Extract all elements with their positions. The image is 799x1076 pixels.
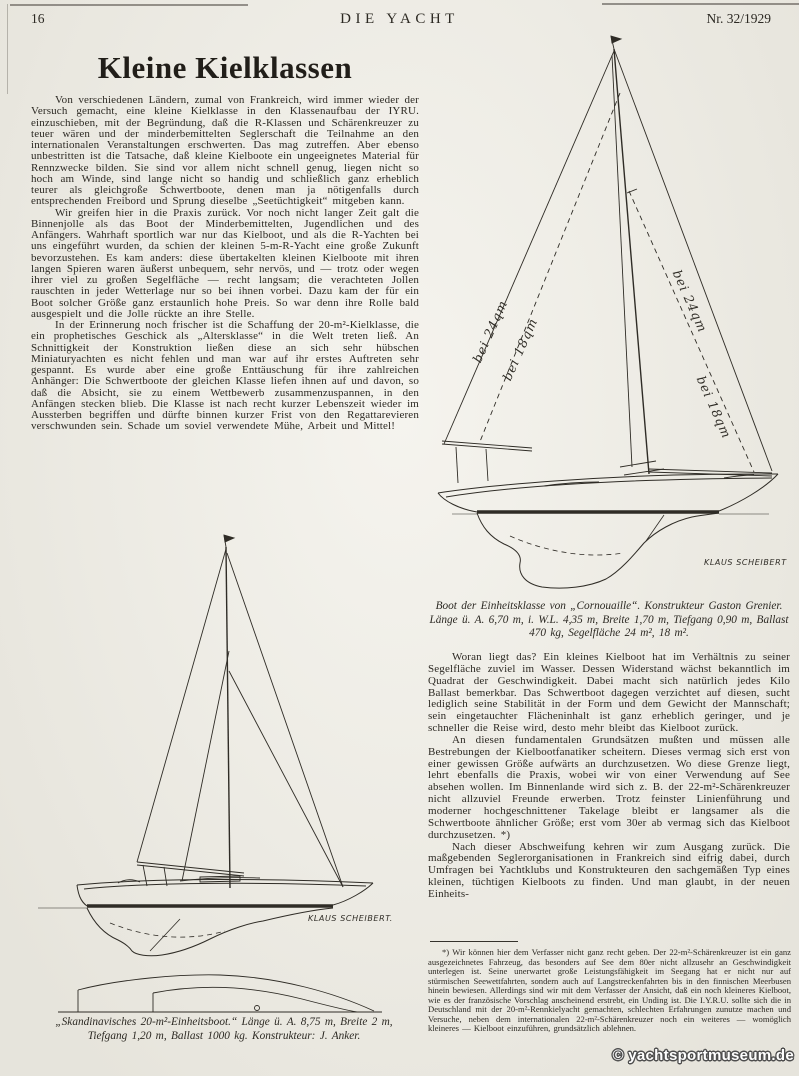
footnote-block: [428, 941, 791, 1034]
footnote-rule: [430, 941, 518, 942]
artist-signature: KLAUS SCHEIBERT.: [308, 914, 393, 923]
scan-edge-line: [10, 4, 248, 6]
label-main-18qm: bei 18qm: [693, 373, 735, 441]
label-main-24qm: bei 24qm: [669, 267, 711, 335]
article-paragraph: An diesen fundamentalen Grundsätzen mußten und müssen alle Bestrebungen der Kielbootfanatiker scheitern. Dieses vermag sich erst von einer gewissen Größe aufwärts an durchzusetzen. Wo diese Grenze liegt, lehrt ebenfalls die Praxis, wobei wir von einer Verwendung auf See absehen wollen. Im Binnenlande wird sich z. B. der 22-m²-Schärenkreuzer nicht allzuviel Freunde erwerben. Trotz feinster Linienführung und moderner hochgeschnittener Takelage bleibt er langsamer als die Schwertboote ähnlicher Größe; erst vom 30er ab vermag sich das Kielboot durchzusetzen. *): [428, 733, 790, 841]
article-paragraph: Woran liegt das? Ein kleines Kielboot hat im Verhältnis zu seiner Segelfläche zuviel im Wasser. Dessen Widerstand wächst bekanntlich im Quadrat der Geschwindigkeit. Dabei macht sich natürlich jedes Kilo Ballast bemerkbar. Das Schwertboot dagegen verzichtet auf diesen, sucht lediglich seine Stabilität in der Form und dem Gewicht der Mannschaft; sein eingetauchter Flächeninhalt ist ganz erheblich geringer, und je schneller die Reise wird, desto mehr bleibt das Kielboot zurück.: [428, 651, 790, 735]
sailplan-lines: [118, 535, 343, 888]
article-paragraph: Nach dieser Abschweifung kehren wir zum Ausgang zurück. Die maßgebenden Seglerorganisationen in Frankreich sind eifrig dabei, durch Umfragen bei Yachtklubs und Konstrukteuren den sachgemäßen Typ eines kleinen, tüchtigen Kielboots zu finden. Und man glaubt, in der neuen Einheits-: [428, 840, 790, 900]
label-jib-24qm: bei 24qm: [469, 297, 511, 365]
scan-edge-line: [602, 3, 799, 5]
footnote-text: *) Wir können hier dem Verfasser nicht ganz recht geben. Der 22-m²-Schärenkreuzer ist ein ganz ausgezeichnetes Fahrzeug, das besonders auf See dem 80er nicht allzusehr an Geschwindigkeit unterlegen ist. Seine unerwartet große Leistungsfähigkeit im Seegang hat er nicht nur auf stürmischen Seewettfahrten, sondern auch auf Langstreckenfahrten bis in den finnischen Meerbusen hinein bewiesen. Allerdings sind wir mit dem Verfasser der Ansicht, daß ein noch kleineres Kielboot, wie es der französische Vorschlag anscheinend erstrebt, ein Unding ist. Die I.Y.R.U. sollte sich die in Deutschland mit der 20-m²-Rennkielyacht gemachten, schlechten Erfahrungen zunutze machen und Versuche, neben dem internationalen 22-m²-Schärenkreuzer noch ein weiteres — womöglich kleineres — Kielboot einzuführen, grundsätzlich ablehnen.: [428, 947, 791, 1034]
article-title: Kleine Kielklassen: [97, 50, 353, 85]
hull-profile: [438, 474, 778, 588]
left-column: [31, 50, 419, 433]
deck-plan: [58, 975, 382, 1012]
figure-caption-skandinavisch: „Skandinavisches 20-m²-Einheitsboot.“ Länge ü. A. 8,75 m, Breite 2 m, Tiefgang 1,20 m, Ballast 1000 kg. Konstrukteur: J. Anker.: [55, 1016, 393, 1042]
artist-signature: KLAUS SCHEIBERT: [704, 558, 787, 567]
article-paragraph: In der Erinnerung noch frischer ist die Schaffung der 20-m²-Kielklasse, die ein prophetisches Geschick als „Altersklasse“ in die Welt treten ließ. An Schnittigkeit der Konstruktion ließen diese an sich sehr hübschen Miniaturyachten es nicht fehlen und man war auf ihr erstes Auftreten sehr gespannt. Es wurde aber eine große Enttäuschung für ihre zahlreichen Anhänger: Die Schwertboote der gleichen Klasse liefen ihnen auf und davon, so daß die Absicht, sie zu einem Wettbewerb zusammenzuspannen, in den Anfängen stecken blieb. Die Klasse ist nach recht kurzer Lebenszeit wieder im Aussterben begriffen und dürfte binnen kurzer Frist von den Regattarevieren verschwunden sein. Schade um soviel verwendete Mühe, Arbeit und Mittel!: [31, 319, 419, 433]
article-paragraph: Wir greifen hier in die Praxis zurück. Vor noch nicht langer Zeit galt die Binnenjolle als das Boot der Minderbemittelten, Jugendlichen und des Anfängers. Wahrhaft sportlich war nur das Kielboot, und als die R-Yachten bei uns eingeführt wurden, da schien der kleinen 5-m-R-Yacht eine große Zukunft bevorzustehen. Es kam anders: diese übertakelten kleinen Kielboote mit ihren langen Spieren waren äußerst unbequem, sehr nervös, und — trotz oder wegen ihrer viel zu großen Segelfläche — recht langsam; die verachteten Jollen rauschten in jeder Wetterlage nur so bei ihnen vorbei. Dazu kam der für ein Boot solcher Größe ganz erstaunlich hohe Preis. So war denn ihre Rolle bald ausgespielt und die Jolle rückte an ihre Stelle.: [31, 206, 419, 320]
article-paragraph: Von verschiedenen Ländern, zumal von Frankreich, wird immer wieder der Versuch gemacht, eine kleine Kielklasse in den Klassenaufbau der IYRU. einzuschieben, mit der Begründung, daß die R-Klassen und Schärenkreuzer zu teuer wären und der minderbemittelten Seglerschaft die Teilnahme an den internationalen Veranstaltungen erschwerten. Das mag zutreffen. Aber ebenso unbestritten ist die Tatsache, daß kleine Kielboote ein ungeeignetes Material für Rennzwecke bilden. Sie sind vor allem nicht schnell genug, liegen nicht so hoch am Winde, sind lange nicht so handig und schließlich ganz erheblich teurer als gleichgroße Schwertboote, denen man ja nötigenfalls durch entsprechenden Freibord und Sprung dieselbe „Seetüchtigkeit“ mitgeben kann.: [31, 94, 419, 208]
label-jib-18qm: bei 18qm: [499, 315, 541, 383]
figure-skandinavisches-einheitsboot: [30, 531, 418, 1017]
figure-caption-cornouaille: Boot der Einheitsklasse von „Cornouaille“. Konstrukteur Gaston Grenier. Länge ü. A. 6,70 m, i. W.L. 4,35 m, Breite 1,70 m, Tiefgang 0,90 m, Ballast 470 kg, Segelfläche 24 m², 18 m².: [429, 600, 789, 639]
figure-cornouaille: [424, 31, 792, 599]
page-number: 16: [31, 11, 45, 26]
issue-number: Nr. 32/1929: [706, 11, 771, 26]
masthead: DIE YACHT: [340, 11, 459, 27]
watermark-yachtsportmuseum: © yachtsportmuseum.de: [612, 1047, 794, 1064]
right-column: [428, 652, 790, 901]
